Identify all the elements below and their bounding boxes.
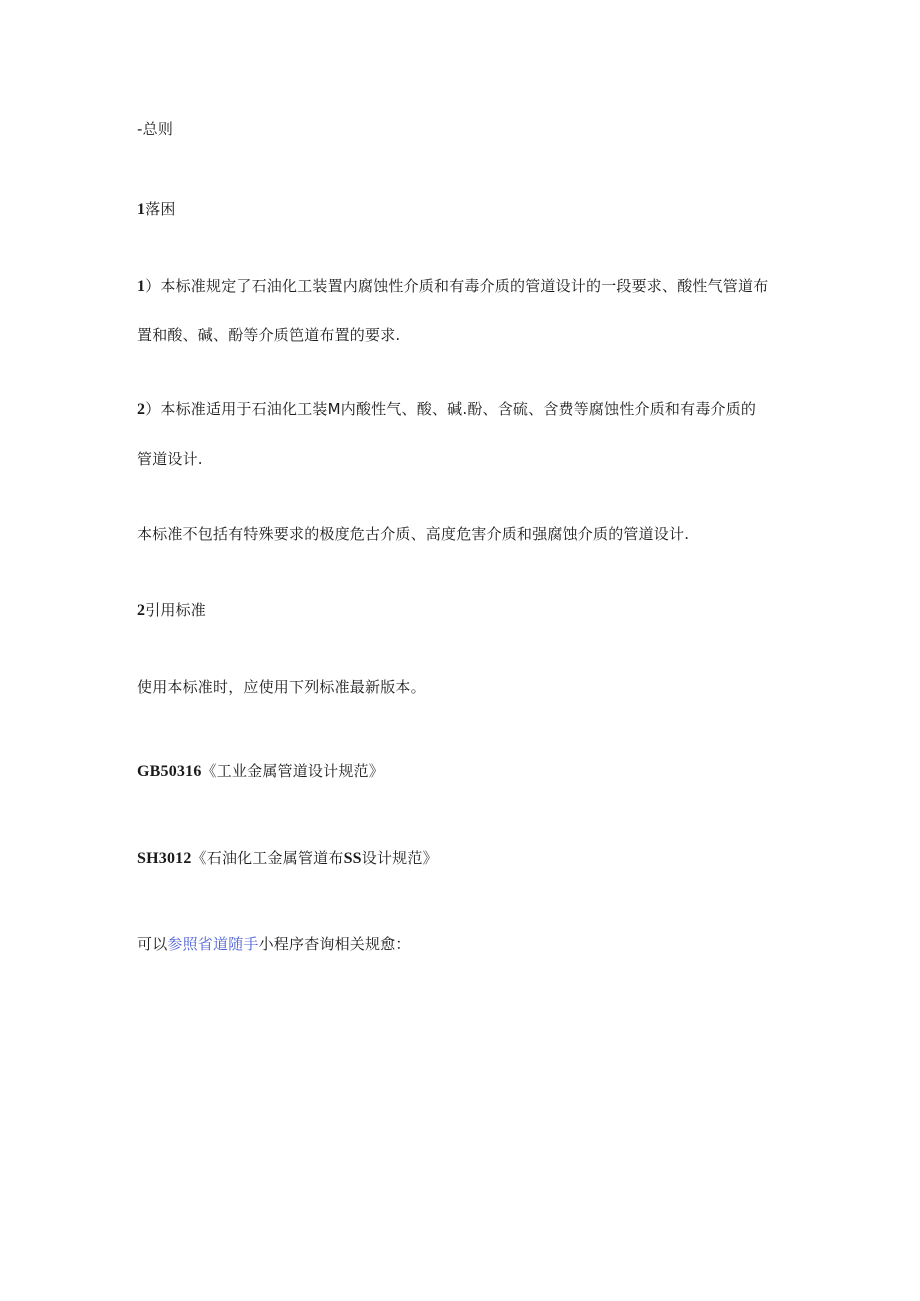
- item-2-number: 2: [137, 401, 146, 418]
- chapter-title-text: -总则: [137, 120, 174, 138]
- section-1-number: 1: [137, 201, 146, 218]
- usage-note-text: 使用本标准时，应使用下列标准最新版本。: [137, 678, 426, 696]
- section-2-number: 2: [137, 602, 146, 619]
- ref-2-title-part-2: 设计规范》: [361, 849, 438, 867]
- item-2-line-2: [137, 449, 203, 469]
- mini-program-link[interactable]: 参照省道随手: [167, 935, 259, 953]
- footer-note-prefix: 可以: [137, 935, 168, 953]
- usage-note: [137, 677, 426, 697]
- ref-1-title: 《工业金属管道设计规范》: [201, 762, 384, 780]
- reference-sh3012: [137, 848, 438, 869]
- item-2-line-1: [137, 399, 756, 420]
- item-2-text-2: 管道设计.: [137, 450, 203, 468]
- item-1-line-2: [137, 325, 400, 345]
- exclusion-paragraph: [137, 524, 689, 544]
- ref-2-code: SH3012: [137, 850, 192, 867]
- exclusion-text: 本标准不包括有特殊要求的极度危古介质、高度危害介质和强腐蚀介质的管道设计.: [137, 525, 690, 543]
- item-1-text-2: 置和酸、碱、酚等介质笆道布置的要求.: [137, 326, 401, 344]
- section-1-heading: [137, 199, 176, 220]
- section-1-title: 落困: [145, 200, 176, 218]
- chapter-title: [137, 119, 173, 139]
- item-1-number: 1: [137, 278, 146, 295]
- footer-note-suffix: 小程序杳询相关规愈：: [258, 935, 411, 953]
- item-2-text-1: ）本标准适用于石油化工装M内酸性气、酸、碱.酚、含硫、含费等腐蚀性介质和有毒介质的: [145, 400, 757, 418]
- reference-gb50316: [137, 761, 384, 782]
- ref-2-title-code: SS: [343, 850, 362, 867]
- ref-2-title-part-1: 《石油化工金属管道布: [191, 849, 344, 867]
- section-2-heading: [137, 600, 206, 621]
- footer-note: [137, 934, 411, 954]
- item-1-text-1: ）本标准规定了石油化工装置内腐蚀性介质和有毒介质的管道设计的一段要求、酸性气管道布: [145, 277, 769, 295]
- section-2-title: 引用标准: [145, 601, 207, 619]
- ref-1-code: GB50316: [137, 763, 202, 780]
- item-1-line-1: [137, 276, 768, 297]
